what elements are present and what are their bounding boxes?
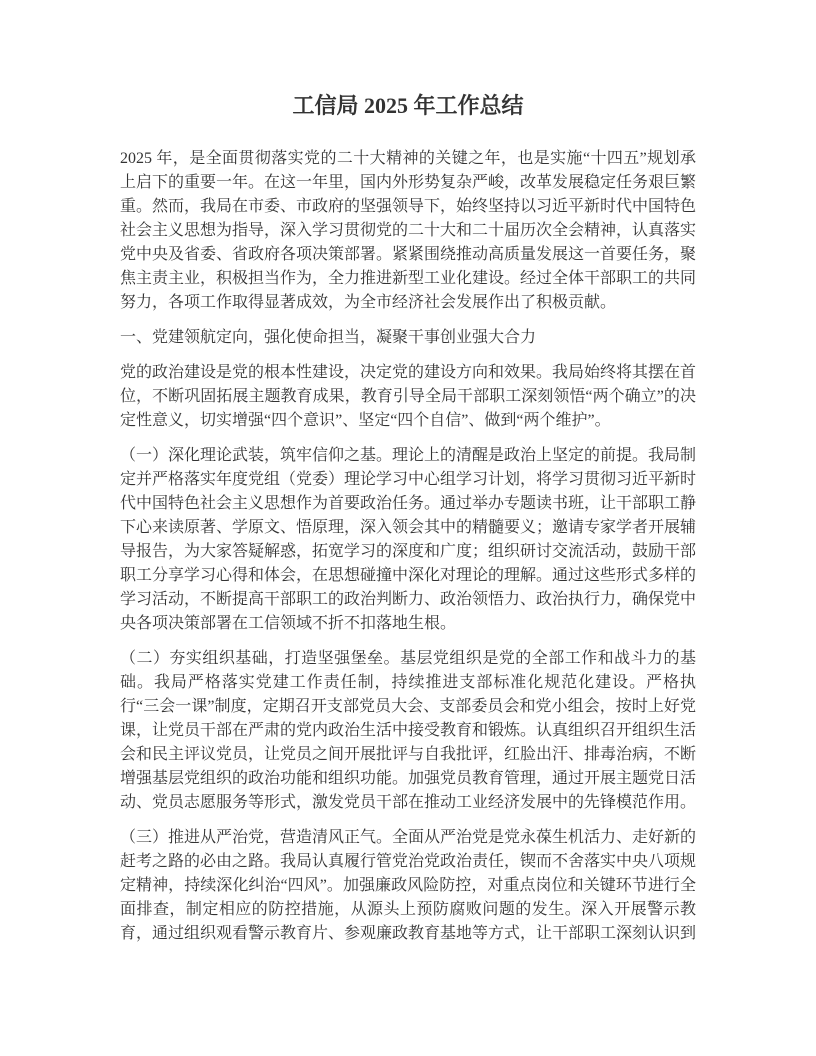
subsection-2-paragraph: （二）夯实组织基础，打造坚强堡垒。基层党组织是党的全部工作和战斗力的基础。我局严格落实党建工作责任制，持续推进支部标准化规范化建设。严格执行“三会一课”制度，定期召开支部党员大会、支部委员会和党小组会，按时上好党课，让党员干部在严肃的党内政治生活中接受教育和锻炼。认真组织召开组织生活会和民主评议党员，让党员之间开展批评与自我批评，红脸出汗、排毒治病，不断增强基层党组织的政治功能和组织功能。加强党员教育管理，通过开展主题党日活动、党员志愿服务等形式，激发党员干部在推动工业经济发展中的先锋模范作用。 <box>120 650 697 811</box>
intro-paragraph: 2025 年，是全面贯彻落实党的二十大精神的关键之年，也是实施“十四五”规划承上启下的重要一年。在这一年里，国内外形势复杂严峻，改革发展稳定任务艰巨繁重。然而，我局在市委、市政府的坚强领导下，始终坚持以习近平新时代中国特色社会主义思想为指导，深入学习贯彻党的二十大和二十届历次全会精神，认真落实党中央及省委、省政府各项决策部署。紧紧围绕推动高质量发展这一首要任务，聚焦主责主业，积极担当作为，全力推进新型工业化建设。经过全体干部职工的共同努力，各项工作取得显著成效，为全市经济社会发展作出了积极贡献。 <box>120 150 697 311</box>
document-title: 工信局 2025 年工作总结 <box>292 93 524 118</box>
subsection-1-paragraph: （一）深化理论武装，筑牢信仰之基。理论上的清醒是政治上坚定的前提。我局制定并严格落实年度党组（党委）理论学习中心组学习计划，将学习贯彻习近平新时代中国特色社会主义思想作为首要政治任务。通过举办专题读书班，让干部职工静下心来读原著、学原文、悟原理，深入领会其中的精髓要义；邀请专家学者开展辅导报告，为大家答疑解惑，拓宽学习的深度和广度；组织研讨交流活动，鼓励干部职工分享学习心得和体会，在思想碰撞中深化对理论的理解。通过这些形式多样的学习活动，不断提高干部职工的政治判断力、政治领悟力、政治执行力，确保党中央各项决策部署在工信领域不折不扣落地生根。 <box>120 447 697 632</box>
section-heading-one: 一、党建领航定向，强化使命担当，凝聚干事创业强大合力 <box>120 329 537 346</box>
subsection-3-paragraph: （三）推进从严治党，营造清风正气。全面从严治党是党永葆生机活力、走好新的赶考之路的必由之路。我局认真履行管党治党政治责任，锲而不舍落实中央八项规定精神，持续深化纠治“四风”。加强廉政风险防控，对重点岗位和关键环节进行全面排查，制定相应的防控措施，从源头上预防腐败问题的发生。深入开展警示教育，通过组织观看警示教育片、参观廉政教育基地等方式，让干部职工深刻认识到 <box>120 829 697 942</box>
section-one-overview-paragraph: 党的政治建设是党的根本性建设，决定党的建设方向和效果。我局始终将其摆在首位，不断巩固拓展主题教育成果，教育引导全局干部职工深刻领悟“两个确立”的决定性意义，切实增强“四个意识”、坚定“四个自信”、做到“两个维护”。 <box>120 364 697 429</box>
